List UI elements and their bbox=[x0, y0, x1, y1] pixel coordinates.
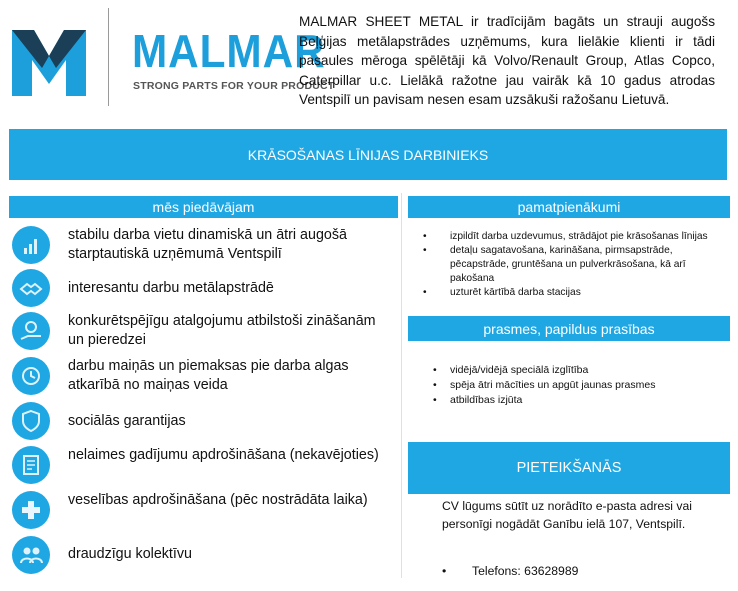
offer-item-text: stabilu darba vietu dinamiskā un ātri augošā starptautiskā uzņēmumā Ventspilī bbox=[68, 227, 347, 262]
logo-tagline: STRONG PARTS FOR YOUR PRODUCT bbox=[133, 80, 335, 92]
offer-item bbox=[12, 536, 392, 578]
offer-item-text: veselības apdrošināšana (pēc nostrādāta laika) bbox=[68, 492, 368, 508]
offer-item-text: darbu maiņās un piemaksas pie darba algas atkarībā no maiņas veida bbox=[68, 358, 349, 393]
offer-item-text: konkurētspējīgu atalgojumu atbilstoši zināšanām un pieredzei bbox=[68, 313, 376, 348]
offer-item bbox=[12, 446, 392, 488]
list-item: • atbildības izjūta bbox=[430, 393, 710, 408]
duties-heading: pamatpienākumi bbox=[408, 196, 730, 218]
bullet: • bbox=[442, 564, 447, 578]
shield-icon bbox=[12, 402, 50, 440]
phone-number: Telefons: 63628989 bbox=[472, 564, 579, 578]
offer-item bbox=[12, 269, 392, 311]
medical-cross-icon bbox=[12, 491, 50, 529]
list-item: • spēja ātri mācīties un apgūt jaunas prasmes bbox=[430, 378, 710, 393]
insurance-document-icon bbox=[12, 446, 50, 484]
offer-item-text: interesantu darbu metālapstrādē bbox=[68, 280, 274, 296]
logo-divider bbox=[108, 8, 109, 106]
list-item: • detaļu sagatavošana, karināšana, pirmsapstrāde, pēcapstrāde, gruntēšana un pulverkrāsošana, kā arī pakošana bbox=[416, 244, 716, 286]
apply-instructions: CV lūgums sūtīt uz norādīto e-pasta adresi vai personīgi nogādāt Ganību ielā 107, Ventspilī. bbox=[442, 499, 692, 531]
offer-heading: mēs piedāvājam bbox=[9, 196, 398, 218]
offer-item bbox=[12, 312, 392, 354]
skills-heading: prasmes, papildus prasības bbox=[408, 316, 730, 341]
company-intro: MALMAR SHEET METAL ir tradīcijām bagāts un strauji augošs Beļģijas metālapstrādes uzņēmums, kura lielākie klienti ir tādi pasaules mēroga spēlētāji kā Volvo/Renault Group, Atlas Copco, Caterpillar u.c. Lielākā ražotne jau vairāk kā 10 gadus atrodas Ventspilī un pavisam nesen esam uzsākuši ražošanu Lietuvā. bbox=[299, 14, 715, 107]
offer-item bbox=[12, 226, 392, 268]
apply-phone bbox=[442, 564, 578, 578]
offer-item bbox=[12, 357, 392, 399]
handshake-icon bbox=[12, 269, 50, 307]
team-people-icon bbox=[12, 536, 50, 574]
growth-chart-icon bbox=[12, 226, 50, 264]
apply-heading: PIETEIKŠANĀS bbox=[408, 442, 730, 494]
duties-list bbox=[416, 230, 716, 315]
logo-wordmark: MALMAR bbox=[132, 25, 326, 77]
list-item: • izpildīt darba uzdevumus, strādājot pie krāsošanas līnijas bbox=[416, 230, 716, 244]
list-item: • vidējā/vidējā speciālā izglītība bbox=[430, 363, 710, 378]
offer-item bbox=[12, 402, 392, 444]
list-item: • uzturēt kārtībā darba stacijas bbox=[416, 286, 716, 300]
money-hand-icon bbox=[12, 312, 50, 350]
offer-item-text: nelaimes gadījumu apdrošināšana (nekavējoties) bbox=[68, 447, 379, 463]
skills-list bbox=[430, 363, 710, 408]
job-title-banner: KRĀSOŠANAS LĪNIJAS DARBINIEKS bbox=[9, 129, 727, 180]
offer-item bbox=[12, 491, 392, 533]
shift-clock-icon bbox=[12, 357, 50, 395]
column-divider bbox=[401, 193, 402, 578]
malmar-logo-mark-icon bbox=[12, 22, 86, 96]
offer-item-text: sociālās garantijas bbox=[68, 413, 186, 429]
offer-item-text: draudzīgu kolektīvu bbox=[68, 546, 192, 562]
